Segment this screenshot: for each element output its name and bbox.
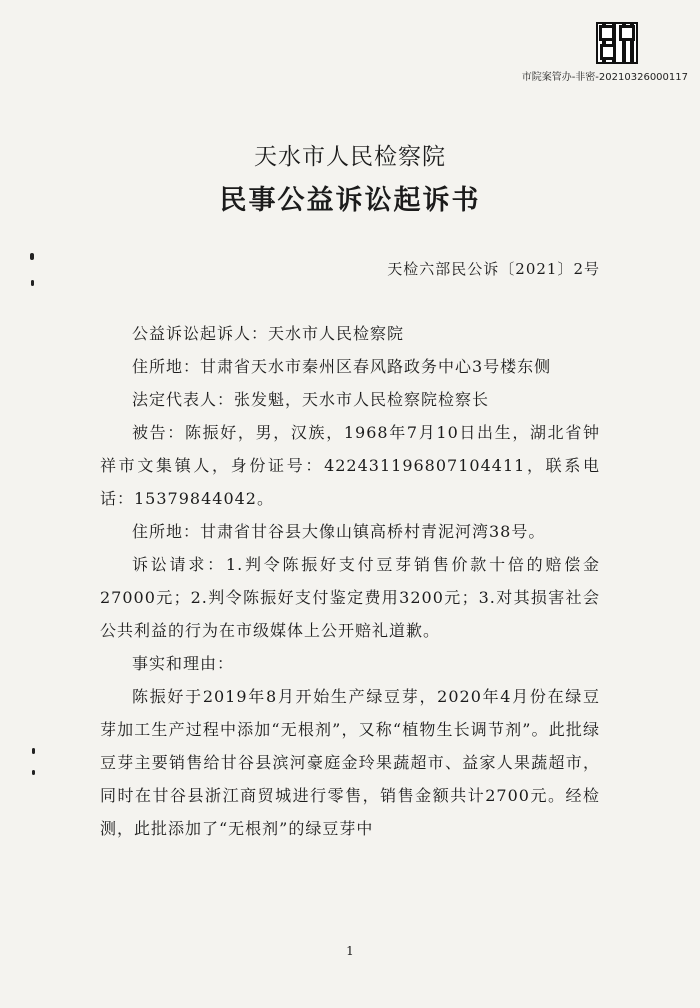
- paragraph-plaintiff: 公益诉讼起诉人：天水市人民检察院: [132, 324, 405, 343]
- binding-mark: [32, 770, 35, 775]
- paragraph-facts: 陈振好于2019年8月开始生产绿豆芽，2020年4月份在绿豆芽加工生产过程中添加“无根剂”，又称“植物生长调节剂”。此批绿豆芽主要销售给甘谷县滨河豪庭金玲果蔬超市、益家人果蔬超市，同时在甘谷县浙江商贸城进行零售，销售金额共计2700元。经检测，此批添加了“无根剂”的绿豆芽中: [100, 687, 600, 838]
- document-number: 天检六部民公诉〔2021〕2号: [387, 260, 600, 278]
- document-serial: 市院案管办-非密-20210326000117: [521, 72, 688, 83]
- binding-mark: [31, 280, 34, 286]
- paragraph-facts-heading: 事实和理由：: [132, 654, 235, 673]
- qr-code-icon: [596, 22, 638, 64]
- binding-mark: [32, 748, 35, 754]
- binding-mark: [30, 253, 34, 260]
- document-title: 民事公益诉讼起诉书: [219, 185, 481, 216]
- page-number: 1: [346, 944, 354, 958]
- organization-name: 天水市人民检察院: [254, 144, 446, 170]
- paragraph-legal-representative: 法定代表人：张发魁，天水市人民检察院检察长: [132, 390, 490, 409]
- document-body: [100, 317, 600, 845]
- paragraph-plaintiff-address: 住所地：甘肃省天水市秦州区春风路政务中心3号楼东侧: [132, 357, 552, 376]
- paragraph-defendant: 被告：陈振好，男，汉族，1968年7月10日出生，湖北省钟祥市文集镇人，身份证号：422431196807104411，联系电话：15379844042。: [100, 423, 600, 508]
- paragraph-defendant-address: 住所地：甘肃省甘谷县大像山镇高桥村青泥河湾38号。: [132, 522, 546, 541]
- paragraph-claims: 诉讼请求：1.判令陈振好支付豆芽销售价款十倍的赔偿金27000元；2.判令陈振好支付鉴定费用3200元；3.对其损害社会公共利益的行为在市级媒体上公开赔礼道歉。: [100, 555, 600, 640]
